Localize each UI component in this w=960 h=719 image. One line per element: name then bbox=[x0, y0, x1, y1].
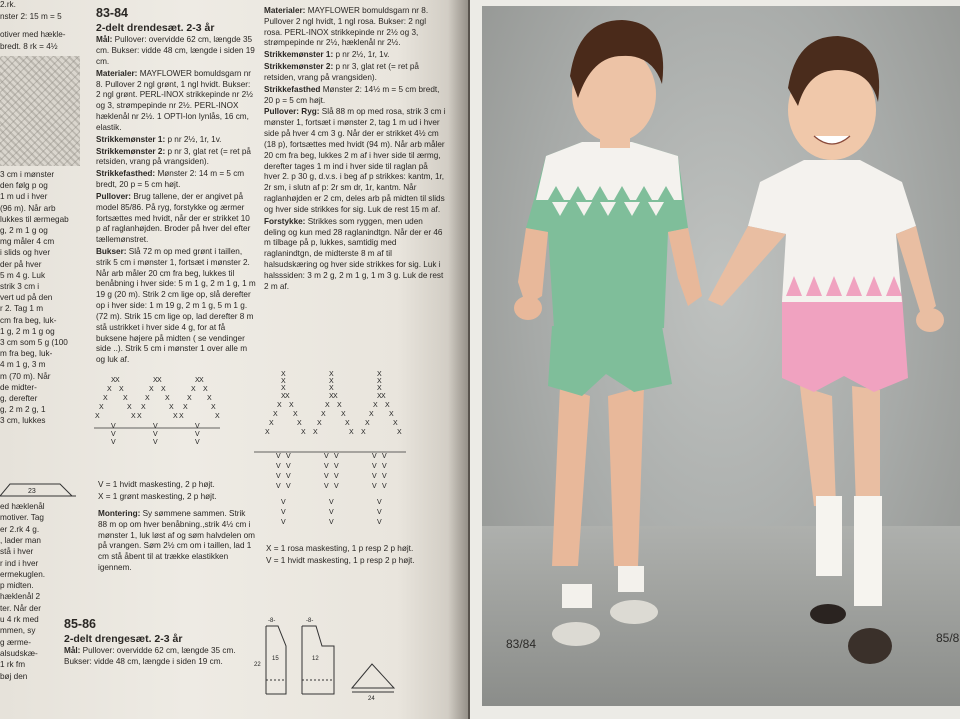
chart-mark-x: X bbox=[329, 393, 334, 400]
chart-mark-v: V bbox=[276, 453, 281, 460]
chart-mark-v: V bbox=[286, 463, 291, 470]
left-edge-line: der på hver bbox=[0, 259, 42, 269]
chart-mark-x: X bbox=[111, 377, 116, 384]
chart-mark-x: X bbox=[325, 402, 330, 409]
chart-mark-x: X bbox=[337, 402, 342, 409]
left-edge-diagram bbox=[0, 474, 80, 500]
left-edge-line: r 2. Tag 1 m bbox=[0, 304, 44, 314]
chart-mark-v: V bbox=[372, 453, 377, 460]
chart-mark-v: V bbox=[377, 519, 382, 526]
chart-mark-x: X bbox=[393, 420, 398, 427]
section-number-83-84: 83-84 bbox=[96, 6, 128, 20]
chart-mark-x: X bbox=[187, 395, 192, 402]
chart-mark-x: X bbox=[361, 429, 366, 436]
left-edge-line: i slids og hver bbox=[0, 248, 51, 258]
left-edge-line: cm fra beg, luk- bbox=[0, 315, 57, 325]
left-edge-line: mmen, sy bbox=[0, 626, 36, 636]
chart-mark-v: V bbox=[372, 463, 377, 470]
legend-b-v: V = 1 hvidt maskesting, 1 p resp 2 p højt. bbox=[266, 555, 415, 565]
chart-mark-x: X bbox=[153, 377, 158, 384]
left-edge-line: vert ud på den bbox=[0, 293, 53, 303]
chart-mark-x: X bbox=[329, 378, 334, 385]
chart-mark-v: V bbox=[281, 509, 286, 516]
chart-mark-x: X bbox=[381, 393, 386, 400]
paragraph-fasthed-2: Strikkefasthed Mønster 2: 14½ m = 5 cm bredt, 20 p = 5 cm højt. bbox=[264, 84, 440, 105]
chart-mark-v: V bbox=[324, 473, 329, 480]
chart-mark-v: V bbox=[334, 483, 339, 490]
left-edge-line: strik 3 cm i bbox=[0, 282, 40, 291]
chart-mark-v: V bbox=[281, 519, 286, 526]
right-page bbox=[470, 0, 960, 719]
paragraph-forstykke: Forstykke: Strikkes som ryggen, men uden deling og kun med 28 raglanindtgn. Når der er 46 m tilbage på p, lukkes, samtidig med raglanindtgn, de midterste 8 m af til halsudskæring og hver side strikkes for sig. Luk i halsssiden: 3 m 2 g, 2 m 1 g, 1 m 3 g. Luk de rest 2 m af. bbox=[264, 216, 444, 291]
schematic-label-6: 24 bbox=[368, 696, 375, 702]
left-edge-line: 4 m 1 g, 3 m bbox=[0, 360, 46, 370]
chart-mark-v: V bbox=[276, 473, 281, 480]
left-edge-line: otiver med hækle- bbox=[0, 30, 66, 39]
chart-mark-x: X bbox=[191, 386, 196, 393]
chart-mark-v: V bbox=[281, 499, 286, 506]
section-number-85-86: 85-86 bbox=[64, 617, 96, 631]
paragraph-pullover: Pullover: Brug tallene, der er angivet på model 85/86. På ryg, forstykke og ærmer fortsættes med hvidt, når der er strikket 10 p af raglanhøjden. Broder på hver del efter tællemønstret. bbox=[96, 191, 251, 245]
chart-mark-x: X bbox=[345, 420, 350, 427]
chart-mark-v: V bbox=[153, 439, 158, 446]
chart-mark-v: V bbox=[286, 473, 291, 480]
left-edge-line: nster 2: 15 m = 5 bbox=[0, 12, 62, 21]
chart-mark-x: X bbox=[281, 393, 286, 400]
left-edge-line: 1 rk fm bbox=[0, 660, 26, 670]
left-edge-line: ed hæklenål bbox=[0, 502, 45, 511]
chart-mark-v: V bbox=[372, 483, 377, 490]
legend-a-x: X = 1 grønt maskesting, 2 p højt. bbox=[98, 491, 217, 501]
chart-mark-x: X bbox=[157, 377, 162, 384]
chart-mark-x: X bbox=[341, 411, 346, 418]
chart-mark-x: X bbox=[377, 378, 382, 385]
chart-mark-v: V bbox=[334, 453, 339, 460]
chart-mark-v: V bbox=[382, 473, 387, 480]
chart-mark-x: X bbox=[137, 413, 142, 420]
left-edge-line: g, 2 m 1 g og bbox=[0, 226, 48, 235]
section-title-85-86: 2-delt drengesæt. 2-3 år bbox=[64, 632, 183, 645]
paragraph-pullover-2: Pullover: Ryg: Slå 88 m op med rosa, strik 3 cm i mønster 1, fortsæt i mønster 2, tag 1 m ud i hver side på hver 4 cm 3 g. Når der er strikket 4½ cm (18 p), fortsættes med hvidt (94 m). Når arb måler 20 cm fra beg, lukkes 2 m af i hver side til ærmg, derefter tages 1 m ind i hver side til raglan på hver 2. p 30 g, d.v.s. i beg af p strikkes: kantm, 1r, 2r sm, i slutn af p: 2r sm dr, 1r, kantm. Når raglanhøjden er 2 cm, deles arb på midten til slids og hver side strikkes for sig. Luk de rest 15 m af. bbox=[264, 107, 446, 214]
paragraph-maal: Mål: Pullover: overvidde 62 cm, længde 35 cm. Bukser: vidde 48 cm, længde i siden 19 cm. bbox=[96, 35, 255, 66]
chart-mark-x: X bbox=[149, 386, 154, 393]
chart-mark-x: X bbox=[95, 413, 100, 420]
chart-mark-v: V bbox=[195, 431, 200, 438]
left-edge-line: er 2.rk 4 g. bbox=[0, 524, 40, 534]
chart-mark-x: X bbox=[377, 371, 382, 378]
chart-mark-x: X bbox=[207, 395, 212, 402]
page-number-right: 85/8 bbox=[936, 631, 960, 645]
chart-mark-v: V bbox=[377, 499, 382, 506]
chart-mark-x: X bbox=[99, 404, 104, 411]
chart-mark-v: V bbox=[276, 463, 281, 470]
left-edge-line: bøj den bbox=[0, 671, 28, 681]
chart-mark-x: X bbox=[297, 420, 302, 427]
chart-mark-x: X bbox=[349, 429, 354, 436]
chart-mark-x: X bbox=[333, 393, 338, 400]
chart-mark-x: X bbox=[195, 377, 200, 384]
paragraph-materialer-2: Materialer: MAYFLOWER bomuldsgarn nr 8. Pullover 2 ngl hvidt, 1 ngl rosa. Bukser: 2 ngl rosa. PERL-INOX strikkepinde nr 2½ og 3, strømpepinde nr 2½, hæklenål nr 2½. bbox=[264, 6, 429, 48]
left-edge-line: (96 m). Når arb bbox=[0, 203, 56, 213]
section-85-86 bbox=[64, 617, 250, 669]
column-83-84 bbox=[96, 6, 256, 367]
chart-mark-v: V bbox=[372, 473, 377, 480]
chart-mark-v: V bbox=[153, 431, 158, 438]
chart-mark-v: V bbox=[334, 473, 339, 480]
left-edge-line: m fra beg, luk- bbox=[0, 349, 53, 359]
column-right-text bbox=[264, 6, 446, 294]
chart-mark-x: X bbox=[329, 371, 334, 378]
chart-mark-x: X bbox=[329, 385, 334, 392]
chart-mark-x: X bbox=[365, 420, 370, 427]
chart-mark-v: V bbox=[329, 499, 334, 506]
chart-mark-v: V bbox=[324, 463, 329, 470]
left-page bbox=[0, 0, 468, 719]
left-edge-line: g ærme- bbox=[0, 637, 31, 647]
chart-mark-x: X bbox=[203, 386, 208, 393]
chart-mark-x: X bbox=[273, 411, 278, 418]
montering-block bbox=[98, 509, 256, 575]
chart-mark-v: V bbox=[276, 483, 281, 490]
chart-mark-x: X bbox=[289, 402, 294, 409]
left-edge-line: 2.rk. bbox=[0, 0, 16, 9]
left-diagram-label: 23 bbox=[28, 488, 36, 495]
left-edge-line: 3 cm, lukkes bbox=[0, 416, 46, 426]
schematic-label-1: -8- bbox=[268, 618, 276, 624]
left-edge-line: 5 m 4 g. Luk bbox=[0, 270, 46, 280]
chart-mark-x: X bbox=[293, 411, 298, 418]
chart-mark-x: X bbox=[199, 377, 204, 384]
chart-mark-x: X bbox=[385, 402, 390, 409]
chart-mark-v: V bbox=[382, 453, 387, 460]
chart-mark-x: X bbox=[119, 386, 124, 393]
chart-mark-x: X bbox=[281, 378, 286, 385]
knit-texture-swatch bbox=[0, 56, 80, 166]
chart-mark-v: V bbox=[153, 423, 158, 430]
paragraph-monster2: Strikkemønster 2: p nr 3, glat ret (= ret på retsiden, vrang på vrangsiden). bbox=[96, 146, 251, 167]
chart-mark-v: V bbox=[329, 519, 334, 526]
chart-mark-v: V bbox=[111, 439, 116, 446]
chart-mark-x: X bbox=[377, 385, 382, 392]
left-edge-line: m (70 m). Når bbox=[0, 371, 51, 381]
chart-mark-x: X bbox=[115, 377, 120, 384]
chart-mark-v: V bbox=[382, 463, 387, 470]
garment-schematic bbox=[252, 616, 412, 702]
left-edge-line: 1 m ud i hver bbox=[0, 192, 48, 202]
chart-mark-x: X bbox=[281, 371, 286, 378]
section-title-83-84: 2-delt drendesæt. 2-3 år bbox=[96, 21, 215, 34]
chart-mark-x: X bbox=[215, 413, 220, 420]
left-edge-line: , lader man bbox=[0, 535, 41, 545]
chart-mark-x: X bbox=[183, 404, 188, 411]
legend-a-v: V = 1 hvidt maskesting, 2 p højt. bbox=[98, 480, 215, 489]
chart-mark-v: V bbox=[324, 483, 329, 490]
chart-mark-x: X bbox=[265, 429, 270, 436]
left-edge-line: g, derefter bbox=[0, 394, 38, 403]
chart-mark-x: X bbox=[145, 395, 150, 402]
left-edge-line: 1 g, 2 m 1 g og bbox=[0, 326, 55, 336]
paragraph-bukser: Bukser: Slå 72 m op med grønt i taillen, strik 5 cm i mønster 1, fortsæt i mønster 2. Når arb måler 20 cm fra beg, lukkes til benåbning i hver side: 5 m 1 g, 2 m 1 g, 1 m 19 g (20 m). Strik 2 cm lige op, slå derefter op i hver side: 1 m 19 g, 2 m 1 g, 5 m 1 g. (72 m). Strik 15 cm lige op, lad derefter 8 m stå ustrikket i hver side 4 g, for at få buksene højere på midten ( se vendinger side ..). Strik 5 cm i mønster 1 over alle m og luk af. bbox=[96, 247, 256, 365]
chart-mark-v: V bbox=[382, 483, 387, 490]
chart-mark-x: X bbox=[169, 404, 174, 411]
chart-mark-x: X bbox=[317, 420, 322, 427]
paragraph-materialer: Materialer: MAYFLOWER bomuldsgarn nr 8. Pullover 2 ngl grønt, 1 ngl hvidt. Bukser: 2 ngl grønt. PERL-INOX strikkepinde nr 2½ og 3, strømpepinde nr 2½. PERL-INOX hæklenål nr 2½. 1 OPTI-lon lynlås, 16 cm, elastik. bbox=[96, 68, 253, 132]
left-edge-line: mg måler 4 cm bbox=[0, 237, 55, 247]
left-edge-line: lukkes til ærmegab bbox=[0, 214, 69, 224]
paragraph-montering: Montering: Sy sømmene sammen. Strik 88 m op om hver benåbning.,strik 4½ cm i mønster 1, luk løst af og søm halvdelen om på vrangen. Søm 2½ cm om i taillen, lad 1 cm stå åbent til at trække elastikken igennem. bbox=[98, 509, 255, 573]
paragraph-monster2-2: Strikkemønster 2: p nr 3, glat ret (= ret på retsiden, vrang på vrangsiden). bbox=[264, 62, 419, 82]
left-edge-line: ter. Når der bbox=[0, 603, 41, 613]
chart-mark-x: X bbox=[161, 386, 166, 393]
schematic-label-5: 12 bbox=[312, 656, 319, 662]
chart-mark-v: V bbox=[286, 483, 291, 490]
chart-mark-v: V bbox=[329, 509, 334, 516]
paragraph-maal-85-86: Mål: Pullover: overvidde 62 cm, længde 35 cm. Bukser: vidde 48 cm, længde i siden 19 cm. bbox=[64, 646, 236, 667]
chart-mark-x: X bbox=[397, 429, 402, 436]
chart-mark-x: X bbox=[131, 413, 136, 420]
chart-mark-x: X bbox=[269, 420, 274, 427]
chart-mark-x: X bbox=[313, 429, 318, 436]
knit-pattern-chart-b bbox=[254, 368, 414, 540]
legend-b bbox=[266, 544, 416, 568]
chart-mark-x: X bbox=[377, 393, 382, 400]
chart-mark-v: V bbox=[286, 453, 291, 460]
chart-mark-x: X bbox=[103, 395, 108, 402]
left-edge-line: 3 cm som 5 g (100 bbox=[0, 338, 68, 347]
knit-pattern-chart-a bbox=[94, 372, 220, 452]
chart-mark-v: V bbox=[324, 453, 329, 460]
schematic-label-2: 15 bbox=[272, 656, 279, 662]
chart-mark-x: X bbox=[123, 395, 128, 402]
schematic-label-4: -8- bbox=[306, 618, 314, 624]
chart-mark-x: X bbox=[285, 393, 290, 400]
chart-mark-x: X bbox=[141, 404, 146, 411]
left-edge-line: g, 2 m 2 g, 1 bbox=[0, 405, 46, 415]
chart-mark-x: X bbox=[179, 413, 184, 420]
chart-mark-v: V bbox=[111, 423, 116, 430]
left-edge-line: r ind i hver bbox=[0, 558, 39, 568]
chart-mark-x: X bbox=[107, 386, 112, 393]
page-number-left: 83/84 bbox=[506, 637, 537, 651]
paragraph-monster1: Strikkemønster 1: p nr 2½, 1r, 1v. bbox=[96, 134, 222, 144]
chart-mark-x: X bbox=[321, 411, 326, 418]
legend-a bbox=[98, 480, 258, 504]
chart-mark-x: X bbox=[281, 385, 286, 392]
chart-mark-x: X bbox=[389, 411, 394, 418]
chart-mark-v: V bbox=[334, 463, 339, 470]
chart-mark-x: X bbox=[277, 402, 282, 409]
left-edge-line: ermekuglen. bbox=[0, 569, 46, 579]
left-edge-line: stå i hver bbox=[0, 547, 34, 557]
left-edge-line: p midten. bbox=[0, 581, 34, 591]
paragraph-monster1-2: Strikkemønster 1: p nr 2½, 1r, 1v. bbox=[264, 50, 390, 60]
chart-mark-x: X bbox=[369, 411, 374, 418]
left-edge-line: de midter- bbox=[0, 382, 37, 392]
chart-mark-x: X bbox=[173, 413, 178, 420]
left-edge-line: u 4 rk med bbox=[0, 615, 39, 624]
left-edge-line: 3 cm i mønster bbox=[0, 170, 55, 179]
left-edge-line: bredt. 8 rk = 4½ bbox=[0, 42, 58, 51]
legend-b-x: X = 1 rosa maskesting, 1 p resp 2 p højt. bbox=[266, 544, 414, 553]
chart-mark-v: V bbox=[111, 431, 116, 438]
left-edge-line: alsudskæ- bbox=[0, 648, 38, 658]
children-photo bbox=[482, 6, 960, 706]
chart-mark-x: X bbox=[301, 429, 306, 436]
schematic-label-3: 22 bbox=[254, 662, 261, 668]
photo-illustration bbox=[482, 6, 960, 706]
chart-mark-v: V bbox=[377, 509, 382, 516]
chart-mark-x: X bbox=[165, 395, 170, 402]
chart-mark-x: X bbox=[211, 404, 216, 411]
chart-mark-x: X bbox=[127, 404, 132, 411]
chart-mark-v: V bbox=[195, 439, 200, 446]
chart-mark-v: V bbox=[195, 423, 200, 430]
left-edge-line: den følg p og bbox=[0, 181, 48, 191]
left-edge-line: hæklenål 2 bbox=[0, 592, 41, 602]
left-edge-line: motiver. Tag bbox=[0, 513, 44, 523]
chart-mark-x: X bbox=[373, 402, 378, 409]
paragraph-fasthed: Strikkefasthed: Mønster 2: 14 m = 5 cm bredt, 20 p = 5 cm højt. bbox=[96, 169, 245, 190]
